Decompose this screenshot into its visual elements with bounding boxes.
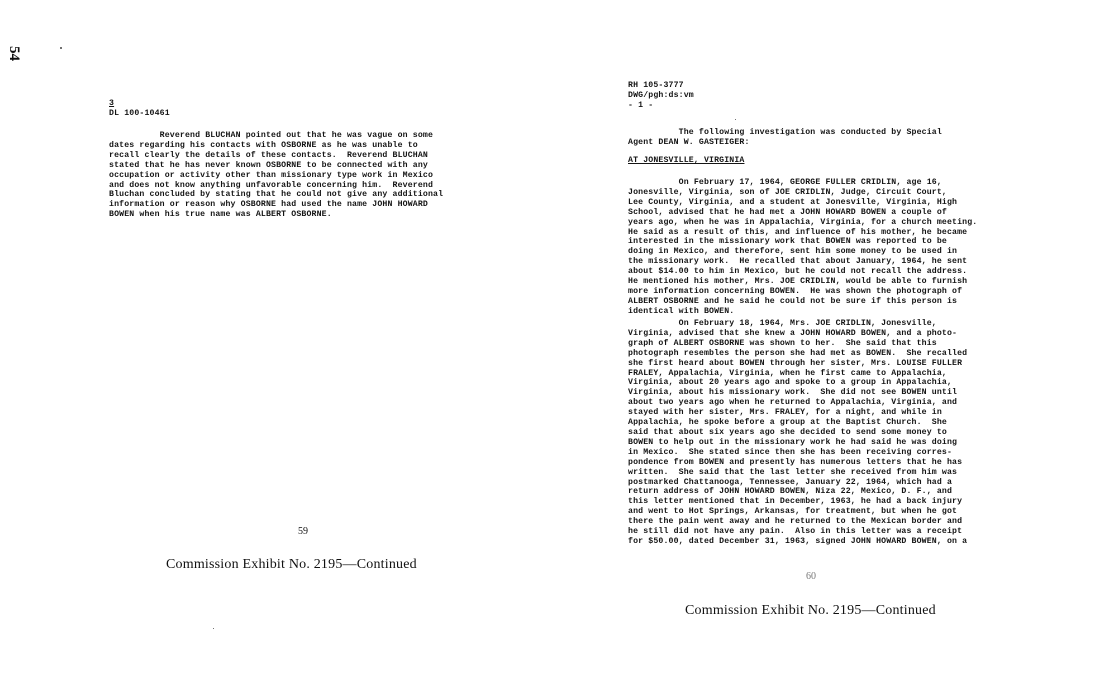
text-line: The following investigation was conducted by Special [628, 128, 942, 137]
text-line: information or reason why OSBORNE had used the name JOHN HOWARD [109, 200, 428, 210]
right-initials: DWG/pgh:ds:vm [628, 91, 694, 100]
text-line: Bluchan concluded by stating that he could not give any additional [109, 190, 444, 200]
text-line: this letter mentioned that in December, 1963, he had a back injury [628, 497, 963, 507]
text-line: School, advised that he had met a JOHN HOWARD BOWEN a couple of [628, 207, 947, 217]
right-file-number: RH 105-3777 [628, 81, 684, 90]
left-header-number: 3 [109, 99, 115, 108]
text-line: Virginia, about his missionary work. She did not see BOWEN until [628, 388, 958, 398]
text-line: there the pain went away and he returned to the Mexican border and [628, 517, 963, 527]
text-line: occupation or activity other than missionary type work in Mexico [109, 170, 434, 180]
right-intro [628, 128, 942, 148]
text-line: he still did not have any pain. Also in this letter was a receipt [628, 527, 963, 537]
text-line: about two years ago when he returned to Appalachia, Virginia, and [628, 398, 958, 408]
text-line: Jonesville, Virginia, son of JOE CRIDLIN, Judge, Circuit Court, [628, 187, 947, 197]
text-line: and went to Hot Springs, Arkansas, for treatment, but when he got [628, 507, 958, 517]
text-line: she first heard about BOWEN through her sister, Mrs. LOUISE FULLER [628, 358, 963, 368]
text-line: stayed with her sister, Mrs. FRALEY, for a night, and while in [628, 408, 942, 418]
text-line: the missionary work. He recalled that about January, 1964, he sent [628, 257, 968, 267]
text-line: Virginia, advised that she knew a JOHN HOWARD BOWEN, and a photo- [628, 328, 958, 338]
text-line: and does not know anything unfavorable concerning him. Reverend [109, 180, 434, 190]
text-line: He said as a result of this, and influence of his mother, he became [628, 227, 968, 237]
text-line: Appalachia, he spoke before a group at the Baptist Church. She [628, 418, 947, 428]
text-line: said that about six years ago she decided to send some money to [628, 427, 947, 437]
left-paragraph [109, 131, 443, 220]
text-line: identical with BOWEN. [628, 306, 735, 316]
right-paragraph-2 [628, 319, 967, 547]
text-line: for $50.00, dated December 31, 1963, signed JOHN HOWARD BOWEN, on a [628, 536, 968, 546]
text-line: postmarked Chattanooga, Tennessee, January 22, 1964, which had a [628, 477, 953, 487]
text-line: return address of JOHN HOWARD BOWEN, Niza 22, Mexico, D. F., and [628, 487, 953, 497]
text-line: BOWEN when his true name was ALBERT OSBORNE. [109, 210, 332, 220]
right-caption: Commission Exhibit No. 2195—Continued [685, 603, 936, 618]
scan-speck [60, 47, 62, 49]
text-line: On February 17, 1964, GEORGE FULLER CRIDLIN, age 16, [628, 178, 942, 187]
text-line: photograph resembles the person she had met as BOWEN. She recalled [628, 348, 968, 358]
text-line: pondence from BOWEN and presently has numerous letters that he has [628, 457, 963, 467]
scan-speck [735, 119, 736, 120]
text-line: Reverend BLUCHAN pointed out that he was vague on some [109, 131, 434, 140]
text-line: in Mexico. She stated since then she has been receiving corres- [628, 447, 953, 457]
text-line: FRALEY, Appalachia, Virginia, when he first came to Appalachia, [628, 368, 947, 378]
right-paragraph-1 [628, 178, 977, 317]
text-line: graph of ALBERT OSBORNE was shown to her. She said that this [628, 338, 937, 348]
text-line: stated that he has never known OSBORNE to be connected with any [109, 160, 428, 170]
right-page-marker: - 1 - [628, 101, 654, 110]
left-caption: Commission Exhibit No. 2195—Continued [166, 557, 417, 572]
text-line: recall clearly the details of these contacts. Reverend BLUCHAN [109, 150, 428, 160]
text-line: doing in Mexico, and therefore, sent him some money to be used in [628, 247, 958, 257]
left-file-number: DL 100-10461 [109, 109, 170, 118]
text-line: Lee County, Virginia, and a student at Jonesville, Virginia, High [628, 197, 958, 207]
text-line: years ago, when he was in Appalachia, Virginia, for a church meeting. [628, 217, 978, 227]
right-page-number: 60 [806, 571, 816, 582]
text-line: interested in the missionary work that BOWEN was reported to be [628, 237, 947, 247]
text-line: ALBERT OSBORNE and he said he could not be sure if this person is [628, 296, 958, 306]
text-line: On February 18, 1964, Mrs. JOE CRIDLIN, Jonesville, [628, 319, 937, 328]
scan-speck [213, 628, 214, 629]
text-line: Agent DEAN W. GASTEIGER: [628, 137, 750, 147]
text-line: BOWEN to help out in the missionary work he had said he was doing [628, 437, 958, 447]
location-heading: AT JONESVILLE, VIRGINIA [628, 156, 745, 165]
margin-page-number: 54 [6, 46, 22, 61]
left-page-number: 59 [298, 526, 308, 537]
text-line: Virginia, about 20 years ago and spoke to a group in Appalachia, [628, 378, 953, 388]
text-line: written. She said that the last letter she received from him was [628, 467, 958, 477]
text-line: dates regarding his contacts with OSBORNE as he was unable to [109, 140, 418, 150]
text-line: more information concerning BOWEN. He was shown the photograph of [628, 286, 963, 296]
text-line: about $14.00 to him in Mexico, but he could not recall the address. [628, 267, 968, 277]
text-line: He mentioned his mother, Mrs. JOE CRIDLIN, would be able to furnish [628, 277, 968, 287]
